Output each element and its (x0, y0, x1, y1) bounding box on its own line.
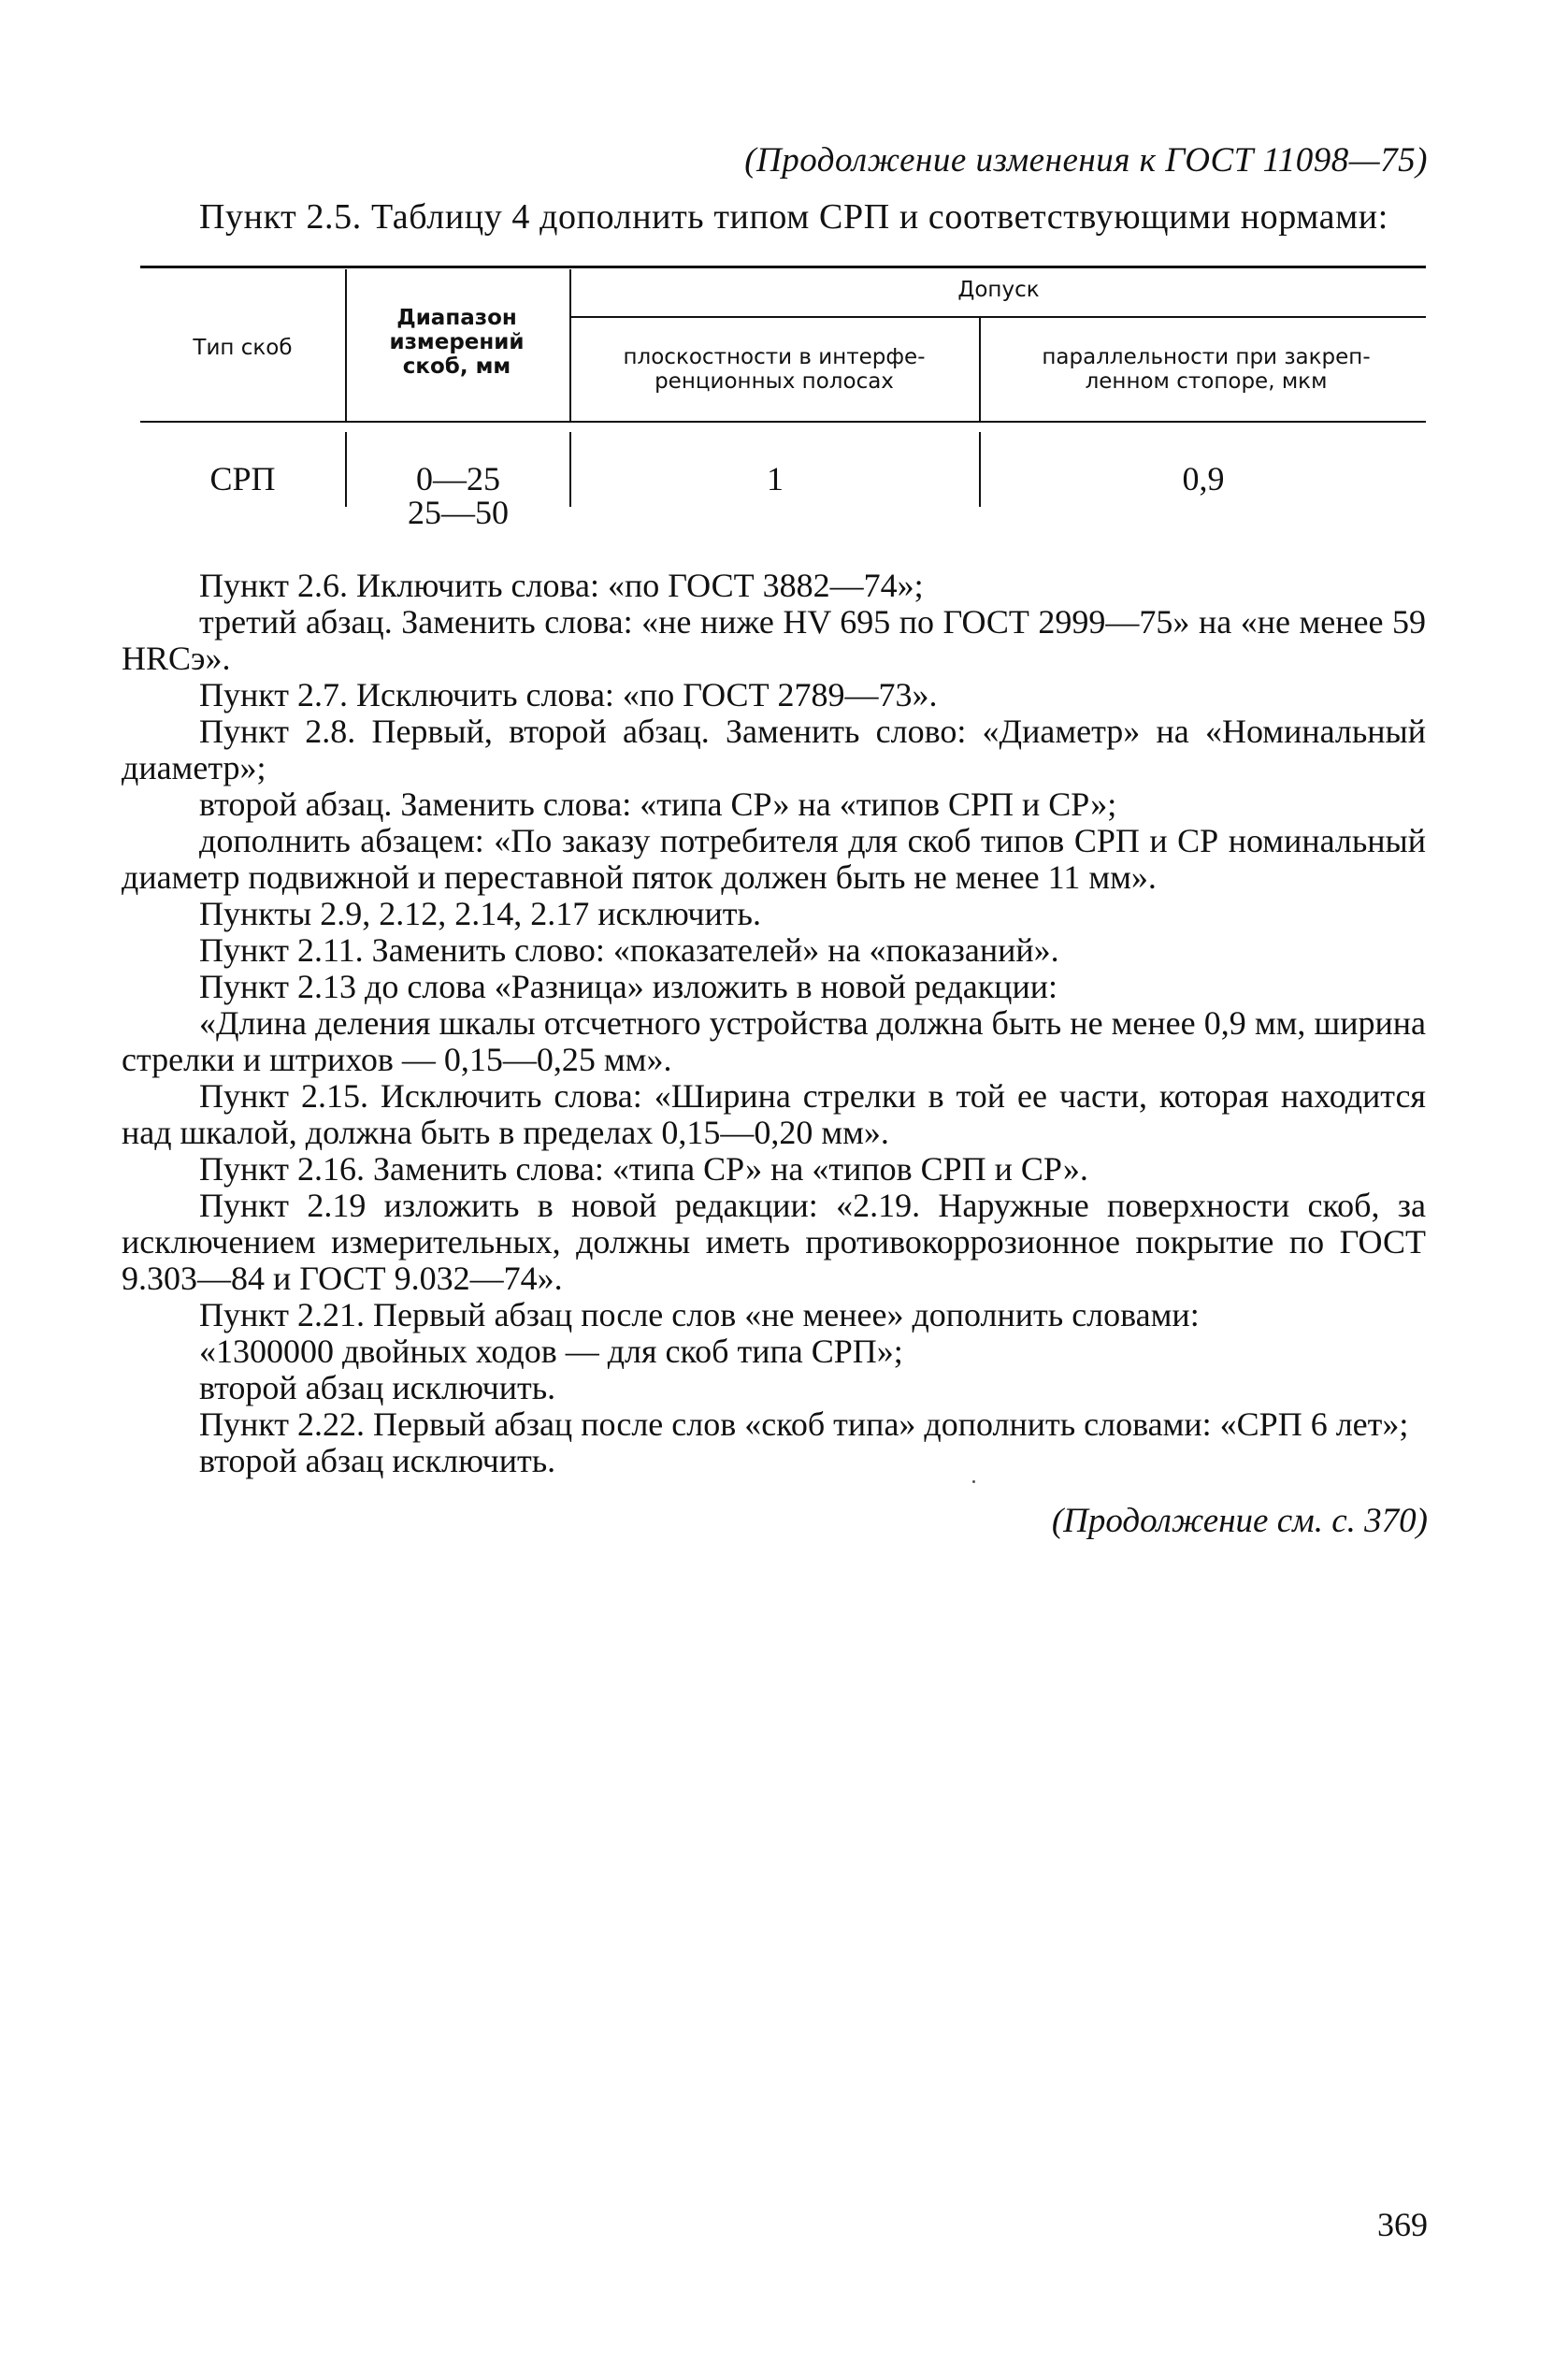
paragraph: второй абзац исключить. (199, 1442, 556, 1479)
paragraph: Пункт 2.16. Заменить слова: «типа СР» на «типов СРП и СР». (199, 1150, 1088, 1188)
page-number: 369 (1377, 2206, 1428, 2243)
cell-parallelism: 0,9 (1182, 460, 1225, 497)
amendment-text (122, 568, 1426, 1479)
paragraph: Пункт 2.11. Заменить слово: «показателей» на «показаний». (199, 931, 1059, 969)
paragraph: Пункт 2.13 до слова «Разница» изложить в новой редакции: (199, 968, 1057, 1005)
cell-range-2: 25—50 (408, 494, 509, 531)
header-parallelism: параллельности при закреп-ленном стопоре, мкм (1042, 345, 1371, 394)
paragraph: Пункт 2.21. Первый абзац после слов «не менее» дополнить словами: (199, 1296, 1200, 1333)
header-tolerance: Допуск (957, 278, 1040, 302)
header-range: Диапазон измерений скоб, мм (389, 306, 525, 379)
cell-type: СРП (209, 460, 276, 497)
paragraph: Пункт 2.6. Иключить слова: «по ГОСТ 3882—74»; (199, 567, 924, 604)
table-header-rule (140, 421, 1426, 423)
cell-range-1: 0—25 (416, 460, 500, 497)
running-head: (Продолжение изменения к ГОСТ 11098—75) (744, 141, 1428, 180)
header-flatness: плоскостности в интерфе-ренционных полосах (623, 345, 926, 394)
paragraph: третий абзац. Заменить слова: «не ниже HV 695 по ГОСТ 2999—75» на «не менее 59 HRCэ». (122, 603, 1426, 677)
table-top-rule (140, 266, 1426, 268)
table-divider-1 (345, 269, 347, 421)
paragraph: Пункт 2.7. Исключить слова: «по ГОСТ 2789—73». (199, 676, 938, 713)
print-speck (972, 1480, 975, 1483)
tolerance-table (140, 262, 1426, 542)
paragraph: дополнить абзацем: «По заказу потребителя для скоб типов СРП и СР номинальный диаметр подвижной и переставной пяток должен быть не менее 11 мм». (122, 822, 1426, 896)
paragraph: Пункт 2.19 изложить в новой редакции: «2.19. Наружные поверхности скоб, за исключением измерительных, должны иметь противокоррозионное покрытие по ГОСТ 9.303—84 и ГОСТ 9.032—74». (122, 1187, 1426, 1297)
table-subheader-rule (570, 316, 1426, 318)
paragraph: Пункт 2.8. Первый, второй абзац. Заменить слово: «Диаметр» на «Номинальный диаметр»; (122, 713, 1426, 786)
intro-line: Пункт 2.5. Таблицу 4 дополнить типом СРП и соответствующими нормами: (199, 197, 1388, 237)
paragraph: Пункт 2.22. Первый абзац после слов «скоб типа» дополнить словами: «СРП 6 лет»; (199, 1405, 1409, 1443)
header-type: Тип скоб (193, 336, 293, 360)
continuation-note: (Продолжение см. с. 370) (1051, 1502, 1428, 1540)
table-divider-3 (979, 318, 981, 421)
paragraph: второй абзац исключить. (199, 1369, 556, 1406)
paragraph: «1300000 двойных ходов — для скоб типа СРП»; (199, 1333, 903, 1370)
cell-flatness: 1 (767, 460, 784, 497)
paragraph: Пункт 2.15. Исключить слова: «Ширина стрелки в той ее части, которая находится над шкалой, должна быть в пределах 0,15—0,20 мм». (122, 1077, 1426, 1151)
paragraph: «Длина деления шкалы отсчетного устройства должна быть не менее 0,9 мм, ширина стрелки и штрихов — 0,15—0,25 мм». (122, 1004, 1426, 1078)
paragraph: второй абзац. Заменить слова: «типа СР» на «типов СРП и СР»; (199, 785, 1117, 823)
paragraph: Пункты 2.9, 2.12, 2.14, 2.17 исключить. (199, 895, 761, 932)
